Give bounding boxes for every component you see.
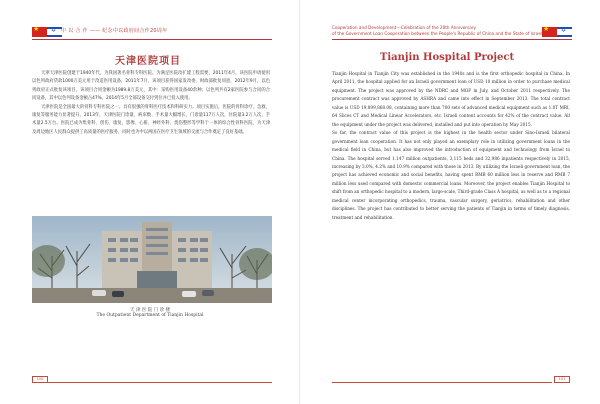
photo-caption-cn: 天 津 医 院 门 诊 楼 <box>129 308 171 313</box>
right-page <box>300 0 600 404</box>
page-title: 天津医院项目 <box>115 56 181 67</box>
paragraph: 天津医院是全国最大的骨科专科医院之一，具有很强的骨科医疗技术和科研实力。项目实施后，医院的骨科诊疗、急救、康复等服务能力显著提升。2013年，天津医院门诊量、病床数、手术量大幅增长，门诊量117万人次，住院量3.2万人次，手术量2.5万台。医院已成为集骨科、创伤、康复、影像、心脏、神经外科、烧伤整形等学科于一体的综合性骨科医院，为天津及周边地区人民群众提供了高质量的医疗服务，同时也为中以两国在医疗卫生领域的交流与合作奠定了良好基础。 <box>32 104 270 135</box>
china-flag-icon <box>542 27 557 37</box>
paragraph: So far, the contract value of this project is the highest in the health sector under Sino-Israeli bilateral government loan cooperation. It has not only played an exemplary role in utilizing government loans in the medical field in China, but has also improved the introduction of equipment and technology from Israel to China. The hospital served 1.147 million outpatients, 3,115 beds and 32,986 inpatients respectively in 2015, increasing by 3.0%, 4.2% and 10.9% compared with those in 2013. By utilizing the Israeli government loan, the project has achieved economic and social benefits, having spent RMB 60 million less in reserve and RMB 7 million less used compared with domestic commercial loans. Moreover, the project enables Tianjin Hospital to shift from an orthopedic hospital to a modern, large-scale, Third-grade Class A hospital, as well as to a regional medical center incorporating orthopedics, trauma, vascular surgery, geriatrics, rehabilitation and other disciplines. The project has contributed to better serving the patients of Tianjin in terms of timely diagnosis, treatment and rehabilitation. <box>332 130 570 220</box>
body-text <box>32 70 270 137</box>
left-header <box>32 25 272 38</box>
footer-rule <box>332 382 552 383</box>
running-header: 中 以 合 作 —— 纪念中以政府间合作20周年 <box>61 28 168 34</box>
right-header <box>332 25 572 38</box>
page-number: 101 <box>554 376 570 383</box>
paragraph: 天津天津医院创建于1940年代，为我国著名骨科专科医院。为满足医院改扩建工程需要，2011年4月，该医院申请使用以色列政府贷款1000万美元用于改造医用设备，2011年7月，该项目获得国家发改委、财政部批复同意，2012年9月，以色列政府正式批复该项目。该项目合同金额为1989.8万美元，其中：采购医用设备40余种；以色列共有2家医院参与合同的合同设备，其中以色列设备金额占47%，2014年5月全部设备交付到位并已投入使用。 <box>32 71 270 102</box>
page-number: 100 <box>32 376 48 383</box>
photo-caption-en: The Outpatient Department of Tianjin Hospital <box>96 313 204 318</box>
page-title: Tianjin Hospital Project <box>379 52 515 63</box>
running-header-line1: Cooperation and Development---Celebration of the 20th Anniversary <box>332 25 476 30</box>
header-rule <box>332 39 572 40</box>
running-header <box>332 25 542 36</box>
israel-flag-icon <box>47 27 62 37</box>
china-flag-icon <box>32 27 47 37</box>
running-header-line2: of the Government Loan Cooperation between the People's Republic of China and the State of Israel <box>332 30 543 36</box>
israel-flag-icon <box>557 27 572 37</box>
footer-rule <box>48 382 272 383</box>
header-rule <box>32 39 272 40</box>
outpatient-building-image <box>32 216 272 303</box>
hospital-photo <box>32 216 272 303</box>
paragraph: Tianjin Hospital in Tianjin City was established in the 1940s and is the first orthopedic hospital in China. In April 2011, the hospital applied for an Israeli government loan of USD 10 million in order to purchase medical equipment. The project was approved by the NDRC and MOF in July, and October 2011 respectively. The procurement contract was approved by ASHRA and came into effect in September 2013. The total contract value is USD 19,899,868.08, containing more than 700 sets of advanced medical equipment such as 1.0T MRI, 64 Slices CT and Medical Linear Accelerators, etc. Israeli content accounts for 42% of the contract value. All the equipment under the project was delivered, installed and put into operation by May 2015. <box>332 71 570 127</box>
body-text <box>332 70 570 222</box>
